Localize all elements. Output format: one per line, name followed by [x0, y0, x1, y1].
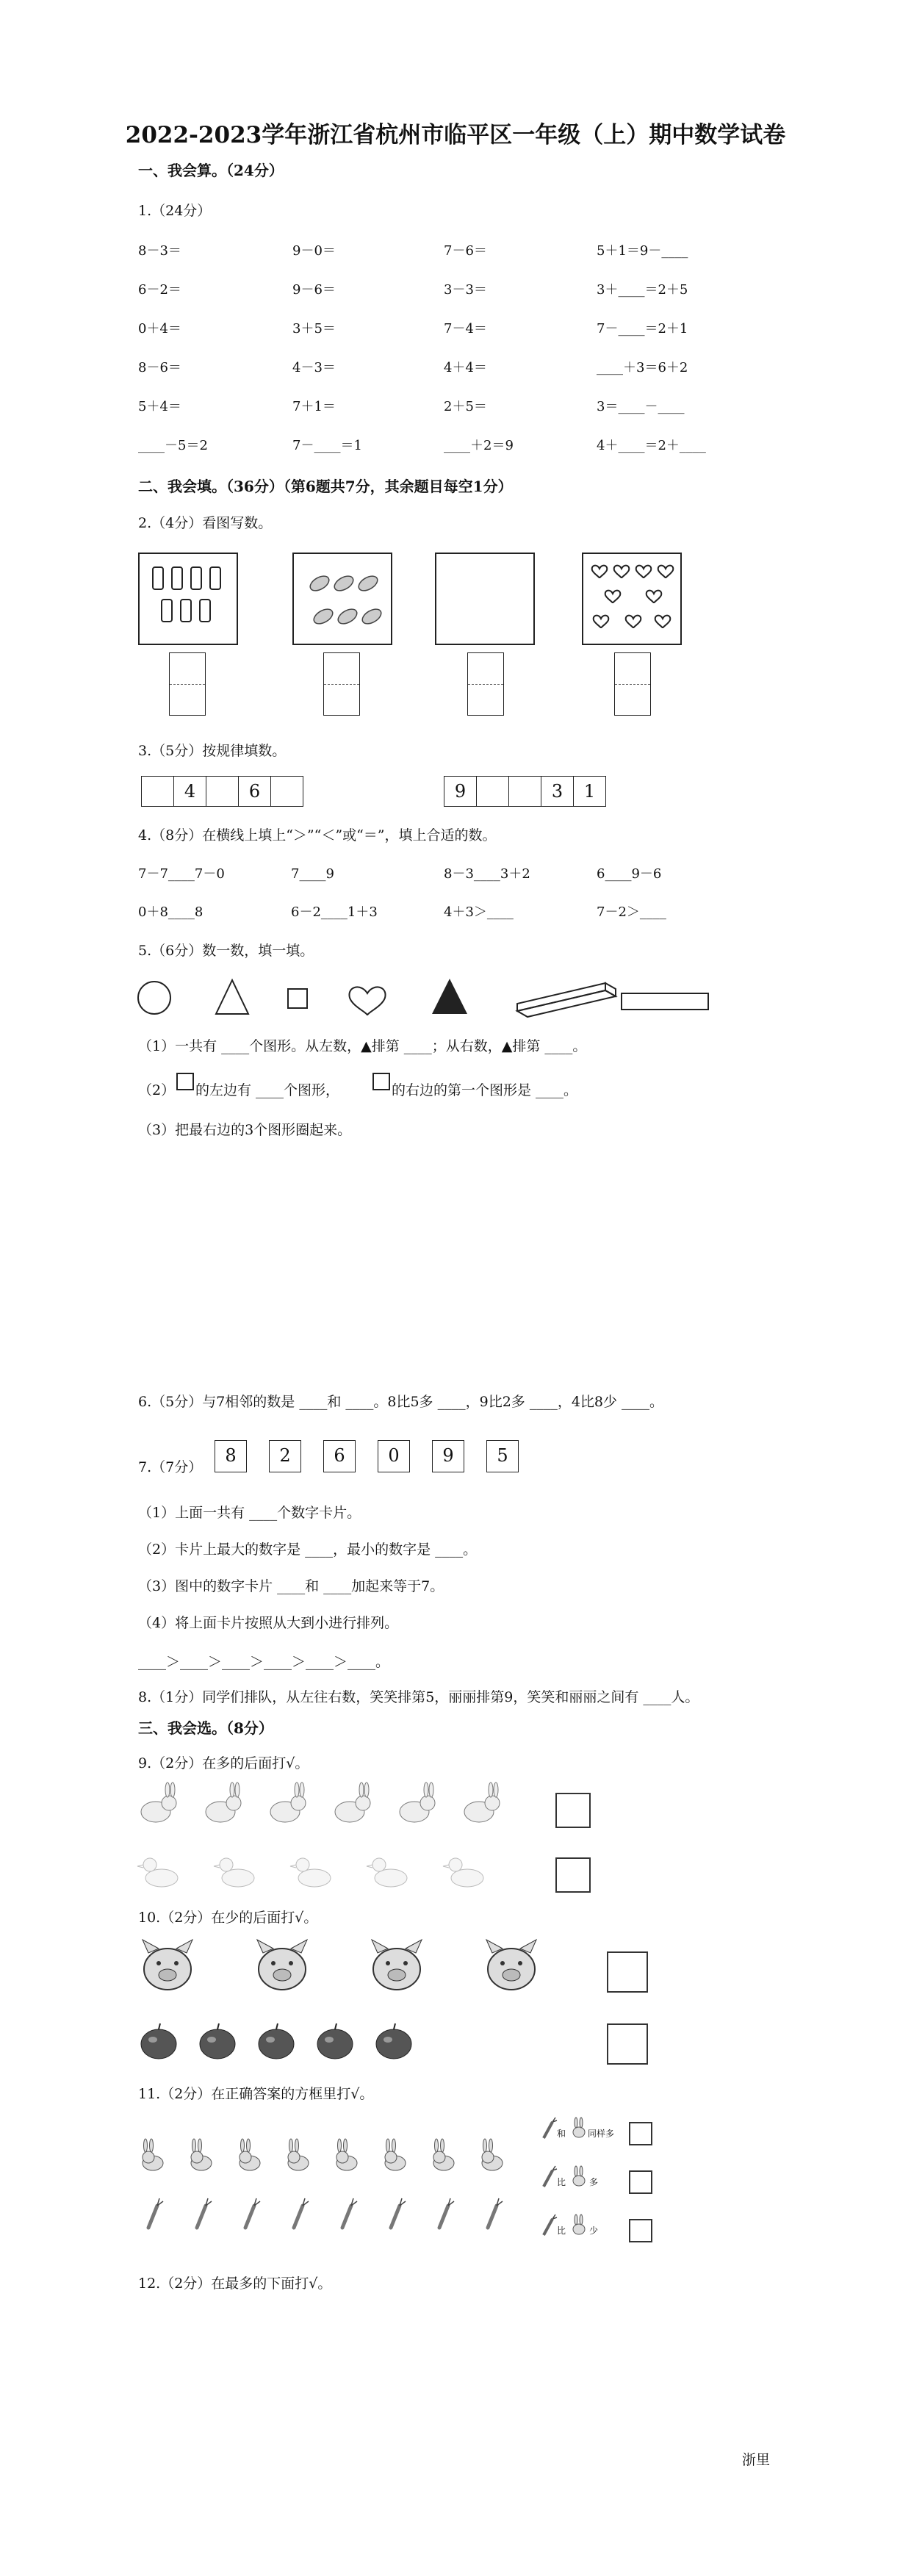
- calc-item: 4＋____＝2＋____: [597, 438, 706, 453]
- q3-label: 3.（5分）按规律填数。: [138, 743, 287, 759]
- checkbox-ducks[interactable]: [555, 1857, 591, 1893]
- leaves-icon: [294, 554, 394, 647]
- q7-part4: （4）将上面卡片按照从大到小进行排列。: [138, 1615, 399, 1631]
- compare-item: 4＋3＞____: [444, 904, 514, 920]
- q12-label: 12.（2分）在最多的下面打√。: [138, 2275, 332, 2292]
- bunny-icon: [385, 2139, 406, 2170]
- shapes-row: [138, 977, 726, 1021]
- rabbit-icon: [270, 1782, 306, 1822]
- cuboid-icon: [517, 983, 616, 1017]
- sequence-cell[interactable]: 6: [238, 776, 271, 807]
- square-icon: [288, 989, 307, 1008]
- square-icon: [372, 1073, 390, 1090]
- pigs-row: [138, 1938, 550, 1997]
- checkbox-option-1[interactable]: [629, 2122, 652, 2145]
- carrot-icon: [294, 2198, 309, 2228]
- carrot-icon: [541, 2165, 557, 2190]
- q11-opt3-suffix: 少: [589, 2226, 599, 2236]
- q11-opt2-suffix: 多: [589, 2177, 599, 2187]
- carrot-icon: [148, 2198, 163, 2228]
- carrot-icon: [541, 2213, 557, 2238]
- q11-opt1-suffix: 同样多: [588, 2129, 615, 2139]
- sequence-cell[interactable]: 9: [444, 776, 477, 807]
- rabbit-icon: [141, 1782, 176, 1822]
- compare-item: 6－2____1＋3: [291, 904, 378, 920]
- bunny-icon: [143, 2139, 163, 2170]
- sequence-cell[interactable]: [141, 776, 174, 807]
- duck-icon: [290, 1858, 331, 1887]
- q7-label: 7.（7分）: [138, 1459, 203, 1475]
- carrots-row: [138, 2195, 520, 2232]
- sequence-cell[interactable]: 3: [541, 776, 574, 807]
- q5-part2-end: 的右边的第一个图形是 ____。: [392, 1082, 578, 1098]
- apple-icon: [376, 2023, 411, 2059]
- carrot-icon: [342, 2198, 357, 2228]
- apple-icon: [200, 2023, 235, 2059]
- carrot-icon: [197, 2198, 212, 2228]
- bunny-icon: [288, 2139, 309, 2170]
- q4-label: 4.（8分）在横线上填上“＞”“＜”或“＝”，填上合适的数。: [138, 827, 497, 843]
- digit-card: 6: [323, 1440, 356, 1472]
- carrot-icon: [488, 2198, 503, 2228]
- carrot-icon: [245, 2198, 260, 2228]
- q5-part1: （1）一共有 ____个图形。从左数，▲排第 ____；从右数，▲排第 ____。: [138, 1038, 587, 1054]
- section-3-heading: 三、我会选。（8分）: [138, 1719, 273, 1737]
- q11-opt2-text: 比: [557, 2177, 566, 2187]
- compare-item: 6____9－6: [597, 866, 662, 882]
- page-title: 2022-2023学年浙江省杭州市临平区一年级（上）期中数学试卷: [125, 122, 786, 148]
- answer-slot[interactable]: [614, 652, 651, 716]
- answer-slot[interactable]: [169, 652, 206, 716]
- bunny-icon: [570, 2118, 588, 2140]
- calc-item: 9－0＝: [292, 243, 336, 259]
- calc-item: 3＋____＝2＋5: [597, 282, 688, 298]
- q5-part3: （3）把最右边的3个图形圈起来。: [138, 1122, 352, 1138]
- apple-icon: [141, 2023, 176, 2059]
- q10-label: 10.（2分）在少的后面打√。: [138, 1910, 318, 1926]
- pig-icon: [372, 1940, 422, 1990]
- q11-label: 11.（2分）在正确答案的方框里打√。: [138, 2086, 374, 2102]
- pig-icon: [257, 1940, 307, 1990]
- calc-item: 2＋5＝: [444, 399, 487, 414]
- q1-label: 1.（24分）: [138, 203, 212, 219]
- digit-card: 8: [215, 1440, 247, 1472]
- sequence-cell[interactable]: [508, 776, 541, 807]
- circle-icon: [138, 982, 170, 1014]
- duck-icon: [443, 1858, 483, 1887]
- section-2-heading: 二、我会填。（36分）（第6题共7分，其余题目每空1分）: [138, 478, 513, 495]
- calc-item: 3＋5＝: [292, 321, 336, 337]
- pig-icon: [486, 1940, 536, 1990]
- picture-box-hearts: [582, 553, 682, 645]
- calc-item: 7－6＝: [444, 243, 487, 259]
- calc-item: 9－6＝: [292, 282, 336, 298]
- rabbit-icon: [400, 1782, 435, 1822]
- checkbox-option-3[interactable]: [629, 2219, 652, 2242]
- duck-icon: [367, 1858, 407, 1887]
- compare-item: 7－7____7－0: [138, 866, 225, 882]
- carrot-icon: [391, 2198, 406, 2228]
- answer-slot[interactable]: [323, 652, 360, 716]
- calc-item: 4－3＝: [292, 360, 336, 375]
- bunny-icon: [570, 2166, 588, 2188]
- checkbox-pigs[interactable]: [607, 1951, 648, 1993]
- filled-triangle-icon: [432, 979, 467, 1014]
- sequence-cell[interactable]: 4: [173, 776, 206, 807]
- q11-opt1-text: 和: [557, 2129, 566, 2139]
- picture-box-leaves: [292, 553, 392, 645]
- compare-item: 7－2＞____: [597, 904, 666, 920]
- sequence-cell[interactable]: [206, 776, 239, 807]
- calc-item: 3－3＝: [444, 282, 487, 298]
- section-1-heading: 一、我会算。（24分）: [138, 162, 284, 179]
- answer-slot[interactable]: [467, 652, 504, 716]
- picture-box-empty: [435, 553, 535, 645]
- picture-box-cups: [138, 553, 238, 645]
- compare-item: 8－3____3＋2: [444, 866, 530, 882]
- calc-item: 7－____＝1: [292, 438, 362, 453]
- digit-card: 5: [486, 1440, 519, 1472]
- compare-item: 7____9: [291, 866, 334, 882]
- q7-part1: （1）上面一共有 ____个数字卡片。: [138, 1505, 361, 1521]
- checkbox-apples[interactable]: [607, 2023, 648, 2065]
- triangle-outline-icon: [216, 980, 248, 1014]
- calc-item: ____＋2＝9: [444, 438, 514, 453]
- calc-item: 8－6＝: [138, 360, 181, 375]
- digit-card: 0: [378, 1440, 410, 1472]
- compare-item: 0＋8____8: [138, 904, 204, 920]
- sequence-cell[interactable]: [270, 776, 303, 807]
- bunny-icon: [336, 2139, 357, 2170]
- bunnies-row: [138, 2140, 520, 2176]
- duck-icon: [214, 1858, 254, 1887]
- apple-icon: [259, 2023, 294, 2059]
- q5-part2-prefix: （2）: [138, 1082, 176, 1098]
- heart-icon: [349, 987, 385, 1015]
- q7-answer-line: ____＞____＞____＞____＞____＞____。: [138, 1654, 390, 1670]
- sequence-cell[interactable]: 1: [573, 776, 606, 807]
- cups-icon: [140, 554, 240, 647]
- q11-opt3-text: 比: [557, 2226, 566, 2236]
- duck-icon: [137, 1858, 178, 1887]
- bunny-icon: [482, 2139, 503, 2170]
- bunny-icon: [191, 2139, 212, 2170]
- calc-item: 4＋4＝: [444, 360, 487, 375]
- carrot-icon: [541, 2116, 557, 2141]
- q5-label: 5.（6分）数一数，填一填。: [138, 943, 314, 959]
- calc-item: ____－5＝2: [138, 438, 208, 453]
- bunny-icon: [570, 2215, 588, 2237]
- q6-text: 6.（5分）与7相邻的数是 ____和 ____。8比5多 ____，9比2多 ____，4比8少 ____。: [138, 1394, 664, 1410]
- apple-icon: [317, 2023, 353, 2059]
- checkbox-rabbits[interactable]: [555, 1793, 591, 1828]
- rabbit-icon: [464, 1782, 500, 1822]
- calc-item: ____＋3＝6＋2: [597, 360, 688, 375]
- calc-item: 3＝____－____: [597, 399, 685, 414]
- calc-item: 5＋1＝9－____: [597, 243, 688, 259]
- bunny-icon: [433, 2139, 454, 2170]
- calc-item: 0＋4＝: [138, 321, 181, 337]
- q8-text: 8.（1分）同学们排队，从左往右数，笑笑排第5，丽丽排第9，笑笑和丽丽之间有 ____人。: [138, 1689, 699, 1705]
- rectangle-icon: [622, 993, 708, 1010]
- calc-item: 7＋1＝: [292, 399, 336, 414]
- calc-item: 8－3＝: [138, 243, 181, 259]
- calc-item: 7－____＝2＋1: [597, 321, 688, 337]
- rabbit-icon: [206, 1782, 241, 1822]
- rabbit-icon: [335, 1782, 370, 1822]
- square-icon: [176, 1073, 194, 1090]
- hearts-icon: [583, 554, 683, 647]
- q7-part3: （3）图中的数字卡片 ____和 ____加起来等于7。: [138, 1578, 444, 1594]
- checkbox-option-2[interactable]: [629, 2170, 652, 2194]
- calc-item: 6－2＝: [138, 282, 181, 298]
- calc-item: 7－4＝: [444, 321, 487, 337]
- digit-card: 2: [269, 1440, 301, 1472]
- q9-label: 9.（2分）在多的后面打√。: [138, 1755, 309, 1771]
- q5-part2-mid: 的左边有 ____个图形，: [195, 1082, 340, 1098]
- apples-row: [138, 2019, 550, 2063]
- footer-text: 浙里: [742, 2452, 771, 2468]
- calc-item: 5＋4＝: [138, 399, 181, 414]
- q2-label: 2.（4分）看图写数。: [138, 515, 273, 531]
- sequence-cell[interactable]: [476, 776, 509, 807]
- q7-part2: （2）卡片上最大的数字是 ____，最小的数字是 ____。: [138, 1541, 478, 1558]
- bunny-icon: [240, 2139, 260, 2170]
- rabbits-row: [138, 1784, 550, 1828]
- carrot-icon: [439, 2198, 454, 2228]
- ducks-row: [138, 1849, 550, 1893]
- pig-icon: [143, 1940, 192, 1990]
- digit-card: 9: [432, 1440, 464, 1472]
